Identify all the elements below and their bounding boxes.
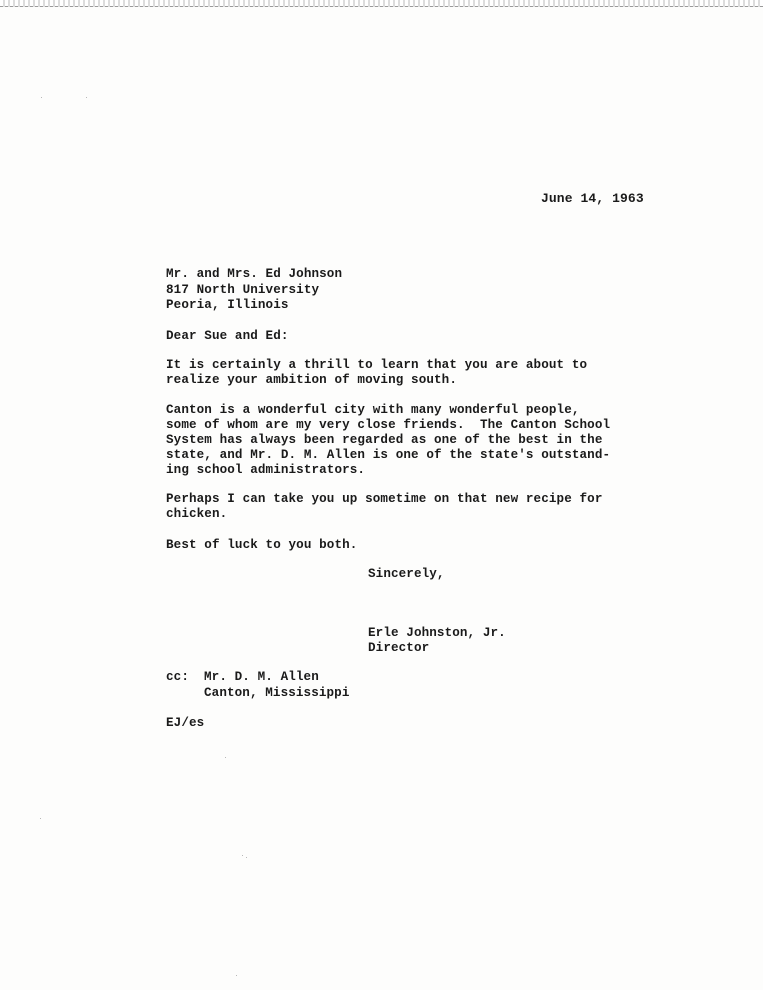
scan-speck [86,97,87,98]
recipient-street: 817 North University [166,283,320,297]
cc-label: cc: [166,670,189,684]
scan-top-edge [0,0,763,7]
paragraph-1-line-1: It is certainly a thrill to learn that you are about to [166,358,588,372]
paragraph-3-line-2: chicken. [166,507,228,521]
scan-speck [242,855,243,856]
paragraph-1-line-2: realize your ambition of moving south. [166,373,457,387]
scan-speck [225,757,226,758]
scan-speck [41,97,42,98]
paragraph-2-line-4: state, and Mr. D. M. Allen is one of the state's outstand- [166,448,611,462]
scan-speck [236,975,237,976]
closing: Sincerely, [368,567,445,581]
scan-speck [246,857,247,858]
cc-location: Canton, Mississippi [204,686,350,700]
paragraph-4: Best of luck to you both. [166,538,358,552]
typist-initials: EJ/es [166,716,205,730]
salutation: Dear Sue and Ed: [166,329,289,343]
recipient-name: Mr. and Mrs. Ed Johnson [166,267,343,281]
paragraph-2-line-3: System has always been regarded as one of the best in the [166,433,603,447]
letter-date: June 14, 1963 [541,191,644,206]
signer-title: Director [368,641,430,655]
cc-name: Mr. D. M. Allen [204,670,319,684]
paragraph-3-line-1: Perhaps I can take you up sometime on that new recipe for [166,492,603,506]
paragraph-2-line-1: Canton is a wonderful city with many wonderful people, [166,403,580,417]
paragraph-2-line-2: some of whom are my very close friends. The Canton School [166,418,611,432]
scan-speck [40,818,41,819]
recipient-city: Peoria, Illinois [166,298,289,312]
paragraph-2-line-5: ing school administrators. [166,463,366,477]
signer-name: Erle Johnston, Jr. [368,626,506,640]
